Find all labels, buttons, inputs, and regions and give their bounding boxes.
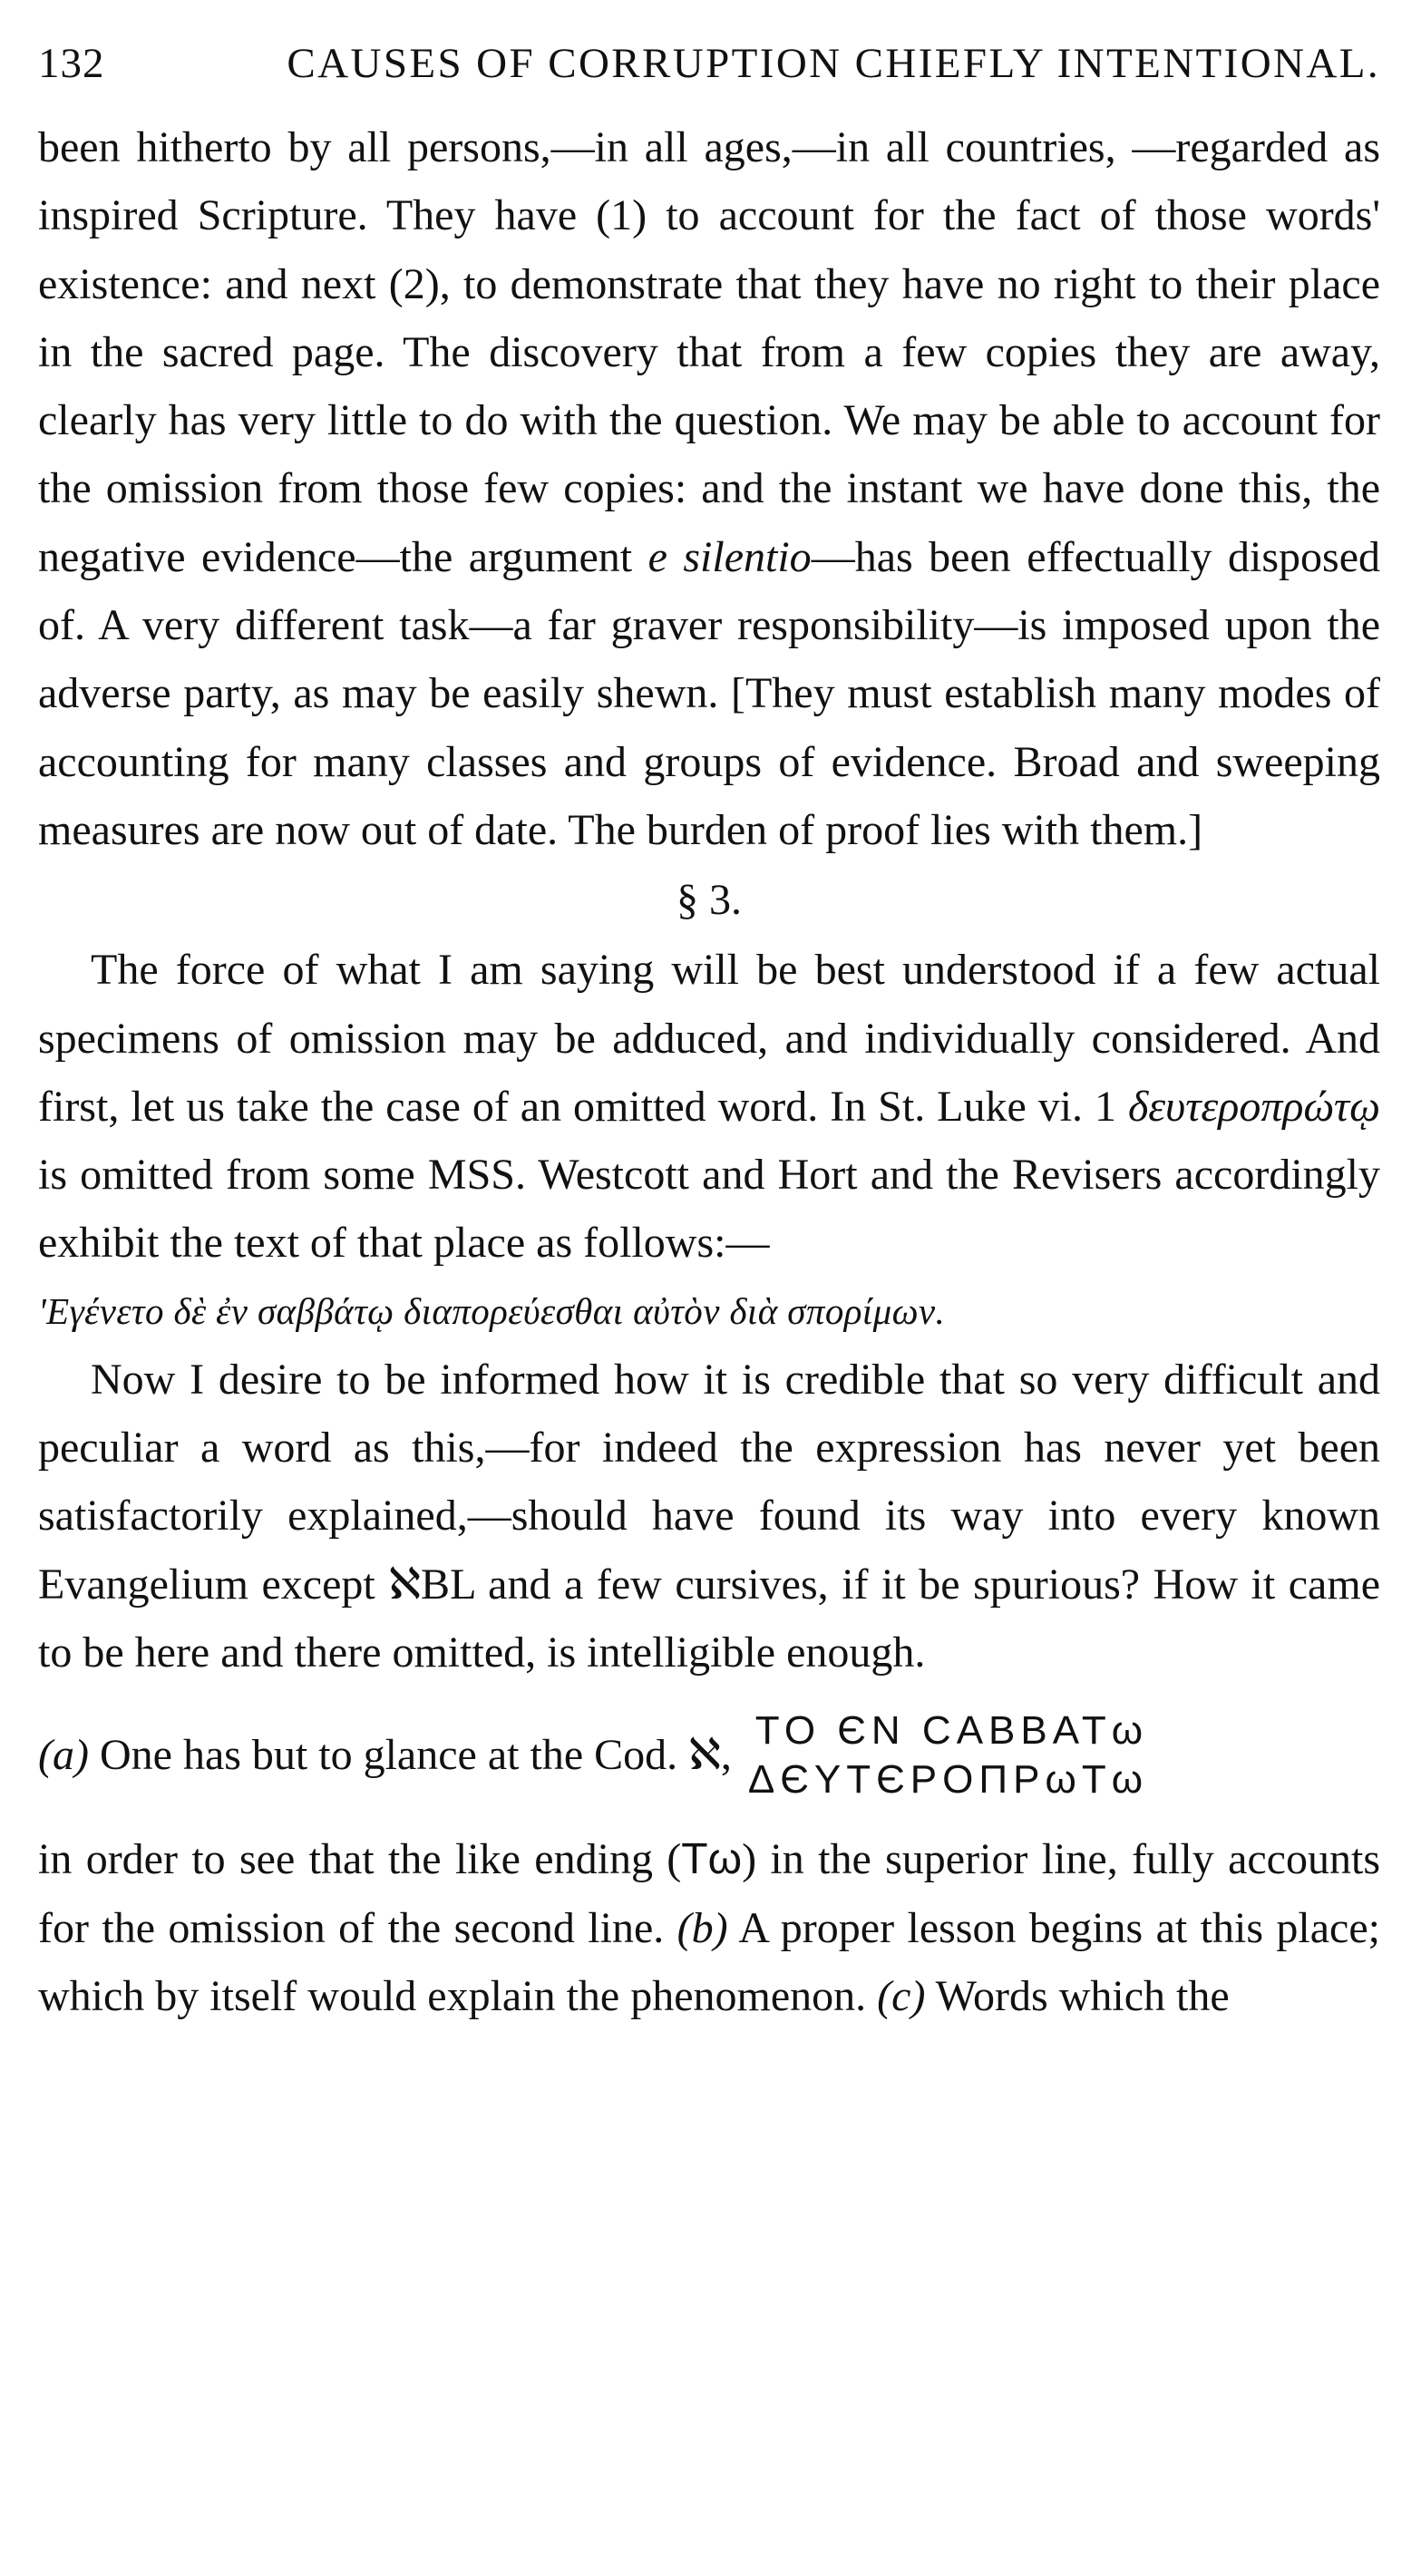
- label-a: (a): [38, 1731, 89, 1780]
- paragraph-text: been hitherto by all persons,—in all ages,—in all countries, —regarded as inspired Scripture. They have (1) to account for the fact of those words' existence: and next (2), to demonstrate that they have no right to their place in the sacred page. The discovery that from a few copies they are away, clearly has very little to do with the question. We may be able to account for the omission from those few copies: and the instant we have done this, the negative evidence—the argument: [38, 123, 1380, 581]
- paragraph-text: is omitted from some MSS. Westcott and Hort and the Revisers accordingly exhibit the text of that place as follows:—: [38, 1151, 1380, 1268]
- running-header: [38, 27, 1380, 113]
- label-c: (c): [877, 1971, 926, 2020]
- uncial-line-1: TO ЄN CABBATω: [754, 1707, 1149, 1753]
- paragraph-text: A proper lesson begins at this place; which by itself would explain the phenomenon.: [38, 1903, 1380, 2020]
- paragraph-specimens: [38, 936, 1380, 1277]
- uncial-lines: [748, 1706, 1148, 1804]
- paragraph-text: Now I desire to be informed how it is credible that so very difficult and peculiar a word as this,—for indeed the expression has never yet been satisfactorily explained,—should have found its way into every known Evangelium except ℵBL and a few cursives, if it be spurious? How it came to be here and there omitted, is intelligible enough.: [38, 1355, 1380, 1677]
- paragraph-continuation: [38, 113, 1380, 864]
- paragraph-text: —has been effectually disposed of. A very different task—a far graver responsibility—is imposed upon the adverse party, as may be easily shewn. [They must establish many modes of accounting for many classes and groups of evidence. Broad and sweeping measures are now out of date. The burden of proof lies with them.]: [38, 532, 1381, 854]
- manuscript-lead: [38, 1721, 732, 1789]
- paragraph-text: in order to see that the like ending (: [38, 1835, 682, 1884]
- uncial-ending: Tω: [681, 1835, 743, 1884]
- paragraph-question: [38, 1346, 1380, 1687]
- paragraph-explanation: [38, 1825, 1380, 2030]
- paragraph-text: The force of what I am saying will be best understood if a few actual specimens of omission may be adduced, and individually considered. And first, let us take the case of an omitted word. In St. Luke vi. 1: [38, 946, 1380, 1131]
- uncial-line-2: ΔЄYTЄPOΠPωTω: [747, 1756, 1149, 1802]
- body-text: [38, 113, 1380, 2030]
- label-b: (b): [676, 1903, 728, 1952]
- lead-text: One has but to glance at the Cod. ℵ,: [88, 1731, 732, 1780]
- greek-quotation: 'Εγένετο δὲ ἐν σαββάτῳ διαπορεύεσθαι αὐτὸν διὰ σπορίμων.: [38, 1289, 946, 1332]
- running-title: CAUSES OF CORRUPTION CHIEFLY INTENTIONAL.: [287, 40, 1380, 87]
- book-page: [38, 27, 1380, 2557]
- paragraph-text: ) in the superior line, fully accounts for the omission of the second line.: [38, 1835, 1381, 1952]
- greek-word: δευτεροπρώτῳ: [1127, 1082, 1380, 1131]
- page-number: 132: [38, 40, 105, 87]
- paragraph-text: Words which the: [925, 1971, 1230, 2020]
- manuscript-example: [38, 1685, 1380, 1825]
- latin-phrase: e silentio: [647, 532, 812, 581]
- section-heading: § 3.: [676, 876, 742, 925]
